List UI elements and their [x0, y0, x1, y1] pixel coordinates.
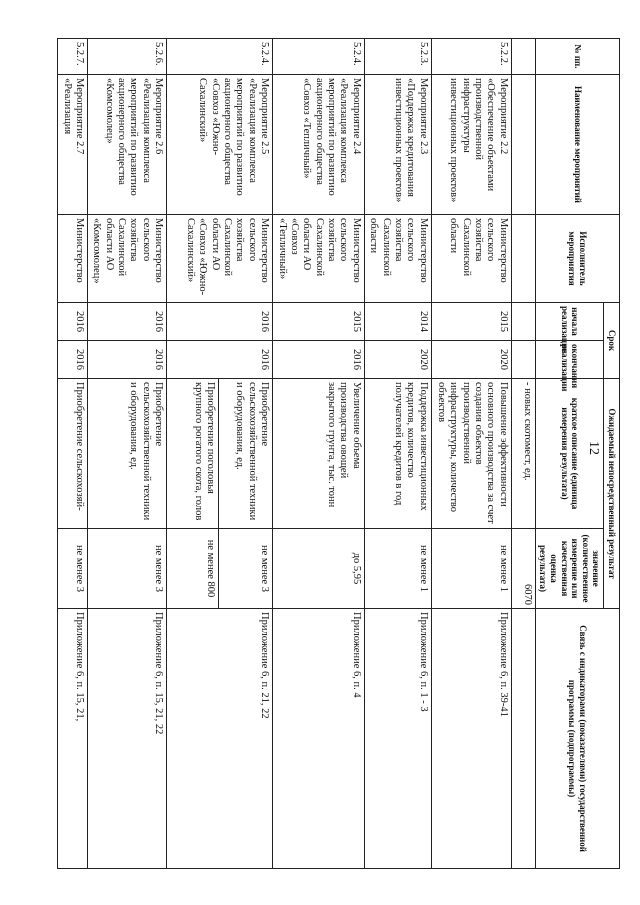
cell-value: не менее 3	[58, 529, 88, 609]
table-row	[87, 39, 166, 869]
cell-name: Мероприятие 2.7 «Реализация	[58, 75, 88, 215]
cell-start: 2016	[167, 303, 273, 341]
measures-table	[57, 38, 620, 869]
cell-desc: Приобретение сельскохозяй-	[58, 379, 88, 529]
cell-end: 2016	[273, 341, 365, 379]
cell-num	[511, 39, 535, 75]
table-row	[58, 39, 88, 869]
cell-link: Приложение 6, п. 15, 21, 22	[87, 609, 166, 869]
cell-link: Приложение 6, п. 39-41	[431, 609, 511, 869]
header-result-desc: краткое описание (единица измерения результата)	[535, 379, 604, 529]
table-row	[511, 39, 535, 869]
cell-desc: - новых скотомест, ед.	[511, 379, 535, 529]
cell-num: 5.2.4.	[273, 39, 365, 75]
cell-start: 2016	[87, 303, 166, 341]
cell-desc: Повышение эффективности основного производства за счет создания объектов производственной инфраструктуры, количество объектов	[431, 379, 511, 529]
cell-desc: Поддержка инвестиционных кредитов, количество получателей кредитов в год	[364, 379, 431, 529]
cell-name	[511, 75, 535, 215]
header-start: начала реализации	[535, 303, 604, 341]
cell-desc: Приобретение поголовья крупного рогатого скота, голов	[167, 379, 219, 529]
cell-executor: Министерство	[58, 215, 88, 303]
cell-executor: Министерство сельского хозяйства Сахалинской области АО «Совхоз «Тепличный»	[273, 215, 365, 303]
rotated-table-container	[20, 38, 620, 868]
cell-executor: Министерство сельского хозяйства Сахалинской области АО «Совхоз «Южно-Сахалинский»	[167, 215, 273, 303]
cell-name: Мероприятие 2.5 «Реализация комплекса мероприятий по развитию акционерного общества «Совхоз «Южно-Сахалинский»	[167, 75, 273, 215]
header-name: Наименование мероприятий	[535, 75, 619, 215]
cell-name: Мероприятие 2.6 «Реализация комплекса мероприятий по развитию акционерного общества «Комсомолец»	[87, 75, 166, 215]
cell-num: 5.2.4.	[167, 39, 273, 75]
header-result: Ожидаемый непосредственный результат	[604, 379, 620, 609]
cell-name: Мероприятие 2.2 «Обеспечение объектами производственной инфраструктуры инвестиционных проектов»	[431, 75, 511, 215]
cell-link: Приложение 6, п. 21, 22	[167, 609, 273, 869]
cell-num: 5.2.7.	[58, 39, 88, 75]
cell-desc: Приобретение сельскохозяйственной техники и оборудования, ед.	[219, 379, 273, 529]
cell-num: 5.2.6.	[87, 39, 166, 75]
cell-start: 2014	[364, 303, 431, 341]
cell-executor	[511, 215, 535, 303]
cell-name: Мероприятие 2.4 «Реализация комплекса мероприятий по развитию акционерного общества «Совхоз «Тепличный»	[273, 75, 365, 215]
table-row	[431, 39, 511, 869]
cell-value: не менее 3	[219, 529, 273, 609]
cell-start: 2015	[273, 303, 365, 341]
table-row	[364, 39, 431, 869]
cell-end: 2020	[431, 341, 511, 379]
cell-start	[511, 303, 535, 341]
header-term: Срок	[604, 303, 620, 379]
header-link: Связь с индикаторами (показателями) государственной программы (подпрограммы)	[535, 609, 619, 869]
cell-desc: Приобретение сельскохозяйственной техники и оборудования, ед.	[87, 379, 166, 529]
cell-executor: Министерство сельского хозяйства Сахалинской области АО «Комсомолец»	[87, 215, 166, 303]
cell-end: 2016	[167, 341, 273, 379]
cell-end: 2020	[364, 341, 431, 379]
cell-end	[511, 341, 535, 379]
cell-num: 5.2.3.	[364, 39, 431, 75]
header-num: № пп.	[535, 39, 619, 75]
cell-value: не менее 1	[431, 529, 511, 609]
table-row	[219, 39, 273, 869]
table-row	[273, 39, 365, 869]
cell-executor: Министерство сельского хозяйства Сахалинской области	[364, 215, 431, 303]
page-number: 12	[586, 441, 601, 455]
cell-start: 2016	[58, 303, 88, 341]
cell-link	[511, 609, 535, 869]
cell-end: 2016	[58, 341, 88, 379]
cell-executor: Министерство сельского хозяйства Сахалинской области	[431, 215, 511, 303]
cell-name: Мероприятие 2.3 «Поддержка кредитования инвестиционных проектов»	[364, 75, 431, 215]
cell-link: Приложение 6, п. 1 - 3	[364, 609, 431, 869]
cell-link: Приложение 6, п. 15, 21,	[58, 609, 88, 869]
header-executor: Исполнитель мероприятия	[535, 215, 619, 303]
cell-num: 5.2.2.	[431, 39, 511, 75]
header-end: окончания реализации	[535, 341, 604, 379]
cell-start: 2015	[431, 303, 511, 341]
cell-value: не менее 800	[167, 529, 219, 609]
header-result-value: значение (количественное измерение или качественная оценка результата)	[535, 529, 604, 609]
cell-value: 6070	[511, 529, 535, 609]
cell-value: не менее 1	[364, 529, 431, 609]
cell-end: 2016	[87, 341, 166, 379]
cell-value: не менее 3	[87, 529, 166, 609]
cell-desc: Увеличение объема производства овощей закрытого грунта, тыс. тонн	[273, 379, 365, 529]
cell-value: до 5,95	[273, 529, 365, 609]
cell-link: Приложение 6, п. 4	[273, 609, 365, 869]
